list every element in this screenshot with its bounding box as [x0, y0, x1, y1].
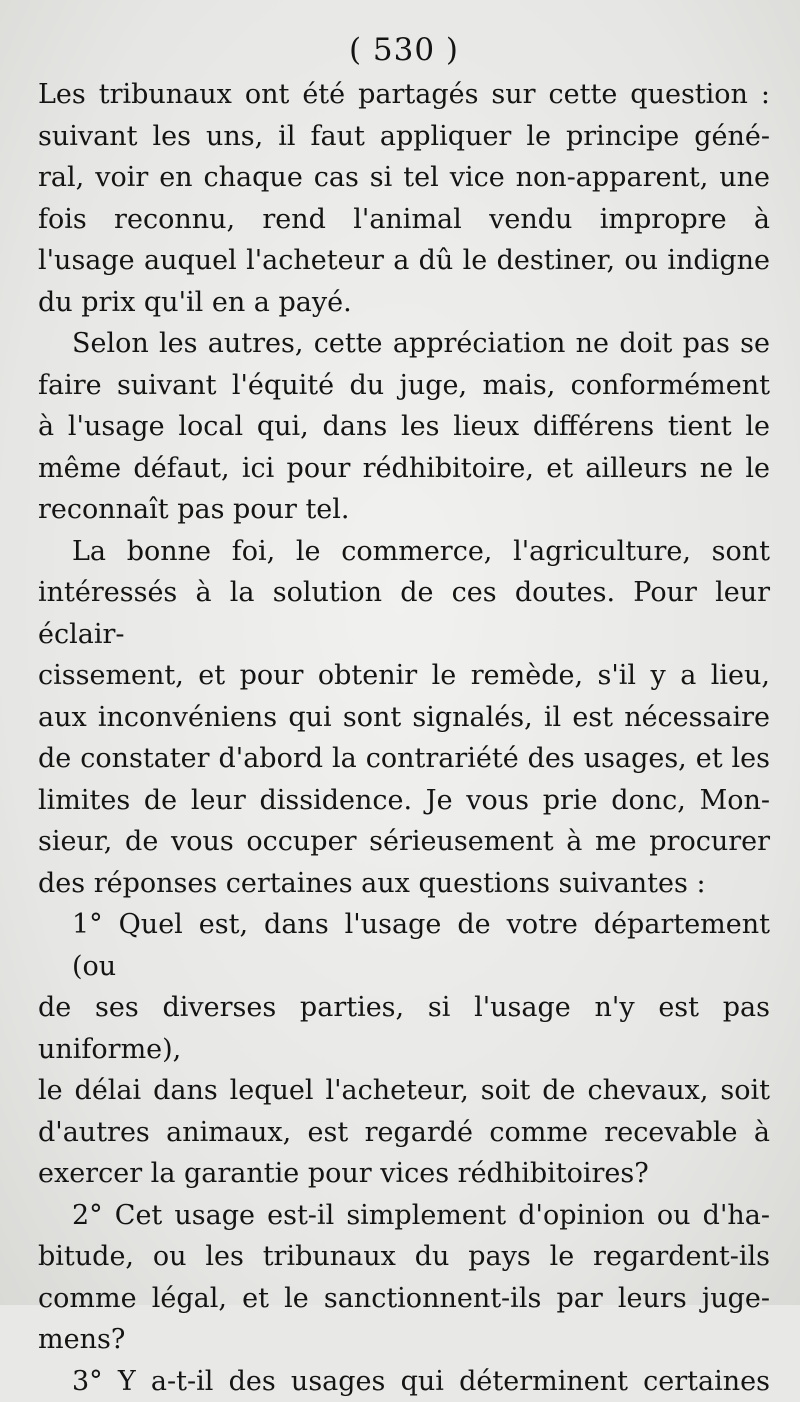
text-line: intéressés à la solution de ces doutes. Pour leur éclair-: [38, 572, 770, 655]
text-line: ral, voir en chaque cas si tel vice non-apparent, une: [38, 157, 770, 199]
text-line: fois reconnu, rend l'animal vendu impropre à: [38, 199, 770, 241]
text-line: d'autres animaux, est regardé comme recevable à: [38, 1112, 770, 1154]
text-line: limites de leur dissidence. Je vous prie donc, Mon-: [38, 780, 770, 822]
text-line: suivant les uns, il faut appliquer le principe géné-: [38, 116, 770, 158]
text-line: Les tribunaux ont été partagés sur cette question :: [38, 74, 770, 116]
body-text: [38, 74, 770, 1402]
paragraph: [38, 531, 770, 905]
text-line: à l'usage local qui, dans les lieux différens tient le: [38, 406, 770, 448]
text-line: de ses diverses parties, si l'usage n'y est pas uniforme),: [38, 987, 770, 1070]
text-line: de constater d'abord la contrariété des usages, et les: [38, 738, 770, 780]
paragraph: [38, 323, 770, 531]
text-line: 2° Cet usage est-il simplement d'opinion ou d'ha-: [38, 1195, 770, 1237]
text-line: 1° Quel est, dans l'usage de votre département (ou: [38, 904, 770, 987]
text-line: faire suivant l'équité du juge, mais, conformément: [38, 365, 770, 407]
paragraph: [38, 904, 770, 1195]
text-line: bitude, ou les tribunaux du pays le regardent-ils: [38, 1236, 770, 1278]
text-line: des réponses certaines aux questions suivantes :: [38, 863, 770, 905]
page-number: ( 530 ): [38, 28, 770, 72]
paragraph: [38, 1361, 770, 1402]
text-line: cissement, et pour obtenir le remède, s'il y a lieu,: [38, 655, 770, 697]
text-line: exercer la garantie pour vices rédhibitoires?: [38, 1153, 770, 1195]
text-line: aux inconvéniens qui sont signalés, il est nécessaire: [38, 697, 770, 739]
text-line: l'usage auquel l'acheteur a dû le destiner, ou indigne: [38, 240, 770, 282]
paragraph: [38, 74, 770, 323]
text-line: reconnaît pas pour tel.: [38, 489, 770, 531]
text-line: 3° Y a-t-il des usages qui déterminent certaines: [38, 1361, 770, 1402]
text-line: sieur, de vous occuper sérieusement à me procurer: [38, 821, 770, 863]
text-line: même défaut, ici pour rédhibitoire, et ailleurs ne le: [38, 448, 770, 490]
text-line: comme légal, et le sanctionnent-ils par leurs juge-: [38, 1278, 770, 1320]
paragraph: [38, 1195, 770, 1361]
text-line: mens?: [38, 1319, 770, 1361]
text-line: La bonne foi, le commerce, l'agriculture, sont: [38, 531, 770, 573]
text-line: le délai dans lequel l'acheteur, soit de chevaux, soit: [38, 1070, 770, 1112]
text-line: du prix qu'il en a payé.: [38, 282, 770, 324]
text-line: Selon les autres, cette appréciation ne doit pas se: [38, 323, 770, 365]
